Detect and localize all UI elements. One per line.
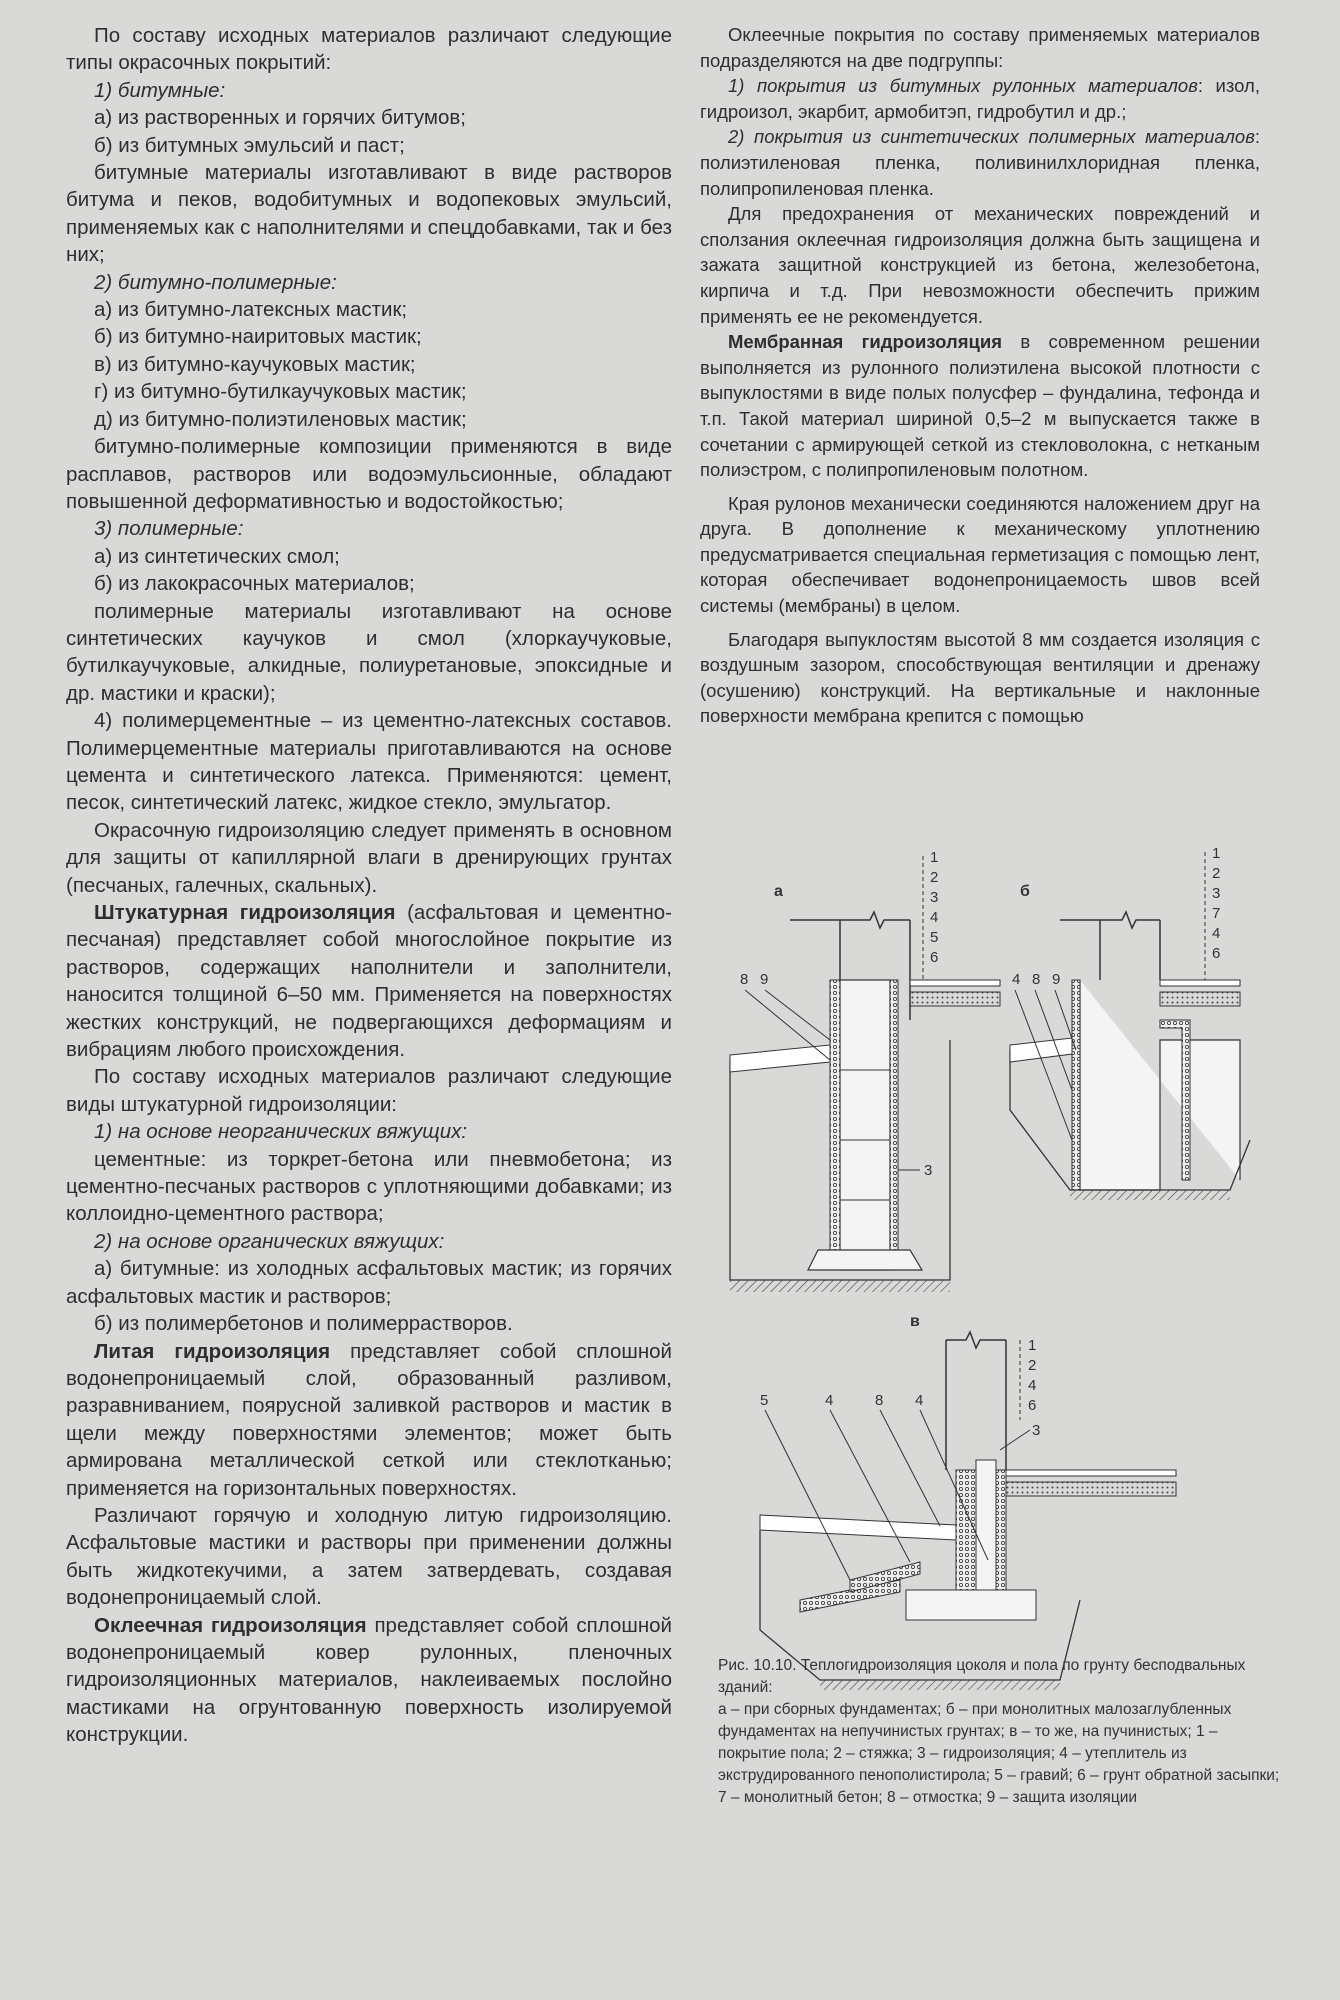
construction-drawing	[730, 840, 1290, 1650]
detail-a-label-3-lower: 3	[924, 1162, 933, 1179]
paragraph: Окрасочную гидроизоляцию следует применять в основном для защиты от капиллярной влаги в дренирующих грунтах (песчаных, галечных, скальных).	[66, 818, 672, 897]
paragraph: полимерные материалы изготавливают на основе синтетических каучуков и смол (хлоркаучуковые, бутилкаучуковые, алкидные, полиуретановые, эпоксидные и др. мастики и краски);	[66, 599, 672, 705]
detail-a-label-2: 2	[930, 869, 939, 886]
paragraph: Различают горячую и холодную литую гидроизоляцию. Асфальтовые мастики и растворы при применении должны быть жидкотекучими, а затем затвердевать, создавая водонепроницаемый слой.	[66, 1503, 672, 1610]
detail-b-label-6: 6	[1212, 945, 1221, 962]
left-column	[66, 22, 672, 1749]
detail-a	[730, 856, 1000, 1292]
detail-c-label-4: 4	[1028, 1377, 1037, 1394]
paragraph: Штукатурная гидроизоляция (асфальтовая и цементно-песчаная) представляет собой многослойное покрытие из растворов, содержащих наполнители и заполнители, наносится толщиной 6–50 мм. Применяется на поверхностях жестких конструкций, не подвергающихся деформациям и вибрациям любого происхождения.	[66, 901, 673, 1062]
paragraph: Благодаря выпуклостям высотой 8 мм создается изоляция с воздушным зазором, способствующая вентиляции и дренажу (осушению) конструкций. На вертикальные и наклонные поверхности мембрана крепится с помощью	[700, 628, 1260, 727]
detail-c-label-8: 8	[875, 1392, 884, 1409]
paragraph: цементные: из торкрет-бетона или пневмобетона; из цементно-песчаных растворов с уплотняющими добавками; из коллоидно-цементного раствора;	[66, 1147, 672, 1226]
figure-10-10	[730, 840, 1290, 2000]
paragraph: битумные материалы изготавливают в виде растворов битума и пеков, водобитумных и водопековых эмульсий, применяемых как с наполнителями и спецдобавками, так и без них;	[66, 161, 672, 267]
detail-b-label-2: 2	[1212, 865, 1221, 882]
list-item: д) из битумно-полиэтиленовых мастик;	[94, 407, 467, 431]
detail-c-letter: в	[910, 1313, 920, 1330]
paragraph: Мембранная гидроизоляция в современном решении выполняется из рулонного полиэтилена высокой плотности с выпуклостями в виде полых полусфер – фундалина, тефонда и т.п. Такой материал шириной 0,5–2 м выпускается также в сочетании с армирующей сеткой из стекловолокна, с нетканым полиэстром, с полипропиленовым полотном.	[700, 331, 1260, 481]
detail-a-label-3: 3	[930, 889, 939, 906]
list-item: 3) полимерные:	[94, 517, 244, 541]
paragraph: Оклеечная гидроизоляция представляет собой сплошной водонепроницаемый ковер рулонных, пленочных гидроизоляционных материалов, наклеиваемых послойно мастиками на огрунтованную поверхность изолируемой конструкции.	[66, 1613, 672, 1747]
term-heading: Оклеечная гидроизоляция	[94, 1613, 367, 1637]
paragraph: Для предохранения от механических повреждений и сползания оклеечная гидроизоляция должна быть защищена и зажата защитной конструкцией из бетона, железобетона, кирпича и т.д. При невозможности обеспечить прижим применять ее не рекомендуется.	[700, 203, 1260, 327]
list-item: 1) покрытия из битумных рулонных материалов: изол, гидроизол, экарбит, армобитэп, гидробутил и др.;	[700, 75, 1260, 122]
detail-a-label-9: 9	[760, 971, 769, 988]
list-item: в) из битумно-каучуковых мастик;	[94, 352, 416, 376]
paragraph: По составу исходных материалов различают следующие виды штукатурной гидроизоляции:	[66, 1065, 672, 1116]
detail-a-label-6: 6	[930, 949, 939, 966]
detail-a-label-5: 5	[930, 929, 939, 946]
list-item: б) из битумных эмульсий и паст;	[94, 133, 405, 157]
list-item: 1) на основе неорганических вяжущих:	[94, 1120, 468, 1144]
paragraph: Края рулонов механически соединяются наложением друг на друга. В дополнение к механическому уплотнению предусматривается специальная герметизация с помощью лент, которая обеспечивает водонепроницаемость швов всей системы (мембраны) в целом.	[700, 492, 1260, 617]
detail-b-letter: б	[1020, 883, 1030, 900]
detail-b-label-1: 1	[1212, 845, 1221, 862]
list-item: а) из битумно-латексных мастик;	[94, 298, 408, 322]
list-item: б) из битумно-наиритовых мастик;	[94, 325, 422, 349]
detail-a-label-4: 4	[930, 909, 939, 926]
term-heading: Штукатурная гидроизоляция	[94, 901, 396, 924]
list-item: 1) битумные:	[94, 78, 226, 102]
detail-b-label-left-4: 4	[1012, 971, 1021, 988]
paragraph: Литая гидроизоляция представляет собой сплошной водонепроницаемый слой, образованный разливом, разравниванием, поярусной заливкой растворов и мастик в щели между поверхностями элементов; может быть армирована металлической сеткой или стеклотканью; применяется на горизонтальных поверхностях.	[66, 1339, 672, 1500]
detail-b-label-left-8: 8	[1032, 971, 1041, 988]
detail-a-label-8: 8	[740, 971, 749, 988]
list-item: а) битумные: из холодных асфальтовых мастик; из горячих асфальтовых мастик и растворов;	[66, 1257, 672, 1308]
detail-c-label-3: 3	[1032, 1422, 1041, 1439]
detail-c-label-top-4: 4	[825, 1392, 834, 1409]
list-item: б) из лакокрасочных материалов;	[94, 572, 415, 596]
detail-c-label-5: 5	[760, 1392, 769, 1409]
figure-caption	[718, 1655, 1288, 1809]
detail-c-label-top-4b: 4	[915, 1392, 924, 1409]
term-heading: Мембранная гидроизоляция	[728, 331, 1003, 353]
detail-a-letter: а	[774, 883, 783, 900]
list-item: а) из синтетических смол;	[94, 544, 340, 568]
detail-c-label-2: 2	[1028, 1357, 1037, 1374]
list-item: б) из полимербетонов и полимеррастворов.	[94, 1312, 513, 1336]
paragraph: 4) полимерцементные – из цементно-латексных составов. Полимерцементные материалы приготавливаются на основе цемента и синтетического латекса. Применяются: цемент, песок, синтетический латекс, жидкое стекло, эмульгатор.	[66, 709, 672, 815]
paragraph: битумно-полимерные композиции применяются в виде расплавов, растворов или водоэмульсионные, обладают повышенной деформативностью и водостойкостью;	[66, 435, 672, 513]
caption-body: а – при сборных фундаментах; б – при монолитных малозаглубленных фундаментах на непучинистых грунтах; в – то же, на пучинистых; 1 – покрытие пола; 2 – стяжка; 3 – гидроизоляция; 4 – утеплитель из экструдированного пенополистирола; 5 – гравий; 6 – грунт обратной засыпки; 7 – монолитный бетон; 8 – отмостка; 9 – защита изоляции	[718, 1701, 1280, 1806]
list-item: 2) на основе органических вяжущих:	[94, 1229, 445, 1253]
detail-c	[760, 1313, 1176, 1690]
detail-c-label-6: 6	[1028, 1397, 1037, 1414]
list-item: г) из битумно-бутилкаучуковых мастик;	[94, 380, 467, 404]
term-heading: Литая гидроизоляция	[94, 1339, 331, 1363]
list-item: 2) покрытия из синтетических полимерных материалов: полиэтиленовая пленка, поливинилхлоридная пленка, полипропиленовая пленка.	[700, 126, 1260, 199]
list-item: а) из растворенных и горячих битумов;	[94, 106, 466, 130]
detail-b-label-3: 3	[1212, 885, 1221, 902]
caption-title: Рис. 10.10. Теплогидроизоляция цоколя и пола по грунту бесподвальных зданий:	[718, 1657, 1246, 1696]
detail-b-label-7: 7	[1212, 905, 1221, 922]
right-column	[700, 22, 1260, 729]
detail-c-label-1: 1	[1028, 1337, 1037, 1354]
list-item: 2) битумно-полимерные:	[94, 270, 337, 294]
detail-b-label-4: 4	[1212, 925, 1221, 942]
detail-a-label-1: 1	[930, 849, 939, 866]
paragraph: По составу исходных материалов различают следующие типы окрасочных покрытий:	[66, 24, 672, 75]
paragraph: Оклеечные покрытия по составу применяемых материалов подразделяются на две подгруппы:	[700, 24, 1260, 71]
detail-b-label-left-9: 9	[1052, 971, 1061, 988]
